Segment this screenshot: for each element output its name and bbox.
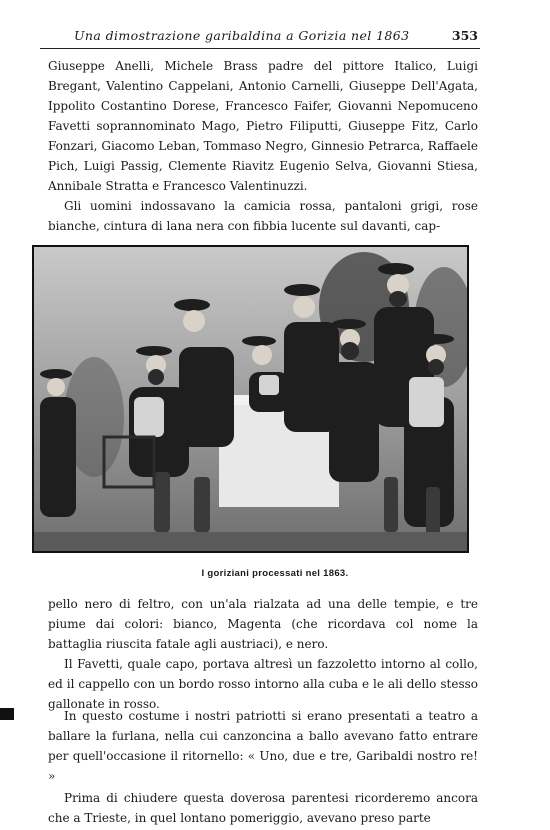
group-photograph bbox=[32, 245, 469, 553]
page-number: 353 bbox=[451, 28, 478, 43]
paragraph-trieste: Prima di chiudere questa doverosa parentesi ricorderemo ancora che a Trieste, in quel lontano pomeriggio, avevano preso parte bbox=[48, 791, 478, 825]
margin-mark bbox=[0, 708, 14, 720]
running-title: Una dimostrazione garibaldina a Gorizia nel 1863 bbox=[74, 28, 410, 43]
figure-caption: I goriziani processati nel 1863. bbox=[201, 568, 349, 579]
paragraph-names-list: Giuseppe Anelli, Michele Brass padre del pittore Italico, Luigi Bregant, Valentino Cappelani, Antonio Carnelli, Giuseppe Dell'Agata, Ippolito Costantino Dorese, Francesco Faifer, Giovanni Nepomuceno Favetti soprannominato Mago, Pietro Filiputti, Giuseppe Fitz, Carlo Fonzari, Giacomo Leban, Tommaso Negro, Ginnesio Petrarca, Raffaele Pich, Luigi Passig, Clemente Riavitz Eugenio Selva, Giovanni Stiesa, Annibale Stratta e Francesco Valentinuzzi. bbox=[48, 59, 478, 193]
running-header bbox=[40, 26, 480, 49]
paragraph-favetti: Il Favetti, quale capo, portava altresì un fazzoletto intorno al collo, ed il cappello con un bordo rosso intorno alla cuba e le ali dello stesso gallonate in rosso. bbox=[48, 657, 478, 711]
paragraph-hat-description: pello nero di feltro, con un'ala rialzata ad una delle tempie, e tre piume dai colori: bianco, Magenta (che ricordava col nome la battaglia riuscita fatale agli austriaci), e nero. bbox=[48, 597, 478, 651]
paragraph-costume-intro: Gli uomini indossavano la camicia rossa, pantaloni grigi, rose bianche, cintura di lana nera con fibbia lucente sul davanti, cap- bbox=[48, 199, 478, 233]
paragraph-theatre: In questo costume i nostri patriotti si erano presentati a teatro a ballare la furlana, nella cui canzoncina a ballo avevano fatto entrare per quell'occasione il ritornello: « Uno, due e tre, Garibaldi nostro re! » bbox=[48, 709, 478, 783]
